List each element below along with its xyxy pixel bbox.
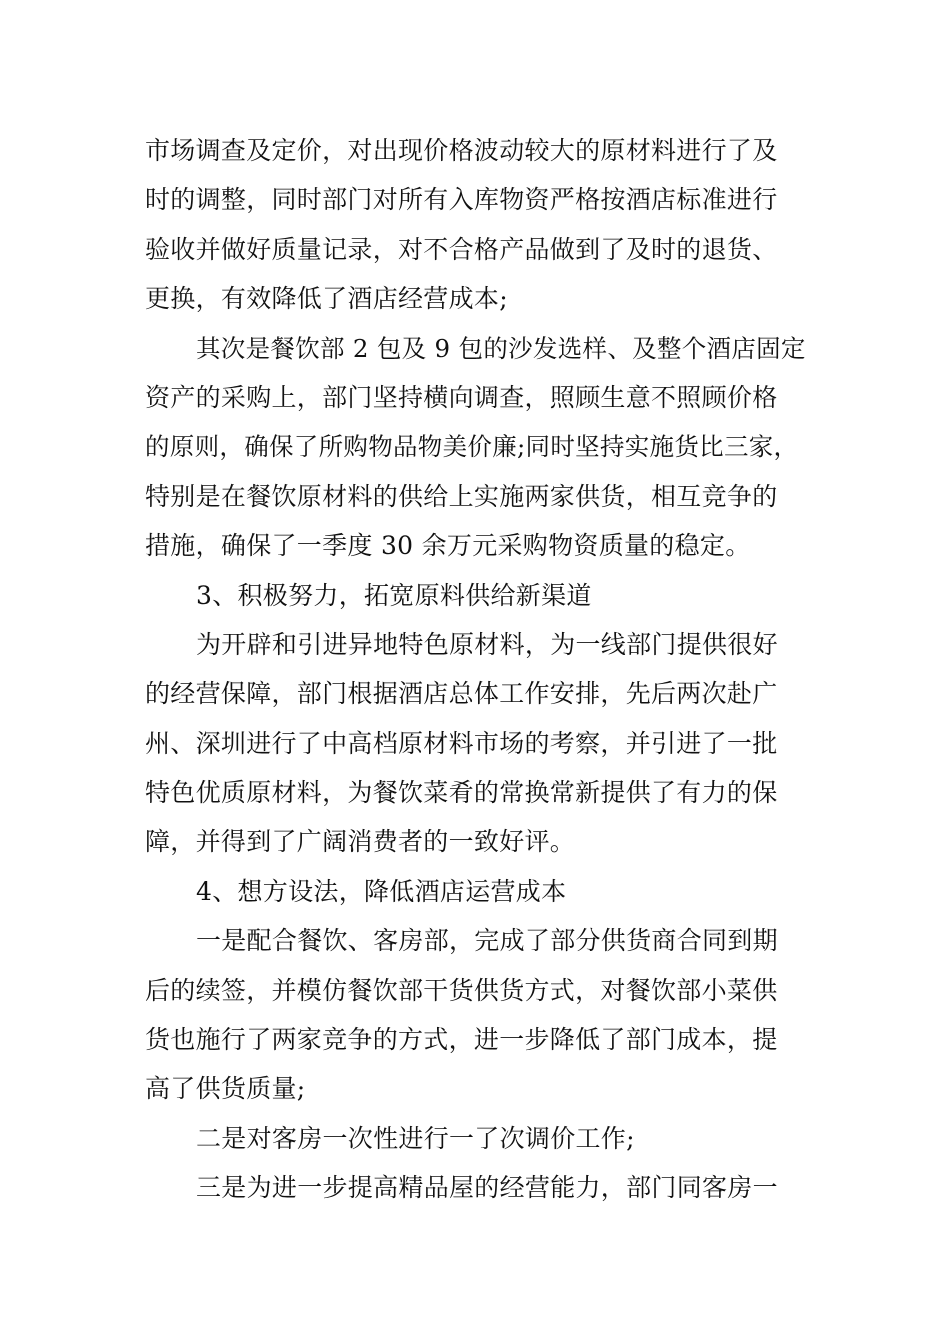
text-line: 特别是在餐饮原材料的供给上实施两家供货，相互竞争的 [145,481,778,511]
text-line: 货也施行了两家竞争的方式，进一步降低了部门成本，提 [145,1025,778,1055]
text-line: 措施，确保了一季度 30 余万元采购物资质量的稳定。 [145,531,751,561]
text-line: 一是配合餐饮、客房部，完成了部分供货商合同到期 [196,926,778,956]
text-line: 特色优质原材料，为餐饮菜肴的常换常新提供了有力的保 [145,778,778,808]
text-line: 4、想方设法，降低酒店运营成本 [196,876,567,906]
text-line: 高了供货质量; [145,1074,306,1104]
text-line: 的原则，确保了所购物品物美价廉;同时坚持实施货比三家， [145,432,799,462]
text-line: 其次是餐饮部 2 包及 9 包的沙发选样、及整个酒店固定 [196,333,806,363]
text-line: 3、积极努力，拓宽原料供给新渠道 [196,580,592,610]
text-line: 后的续签，并模仿餐饮部干货供货方式，对餐饮部小菜供 [145,975,778,1005]
text-line: 更换，有效降低了酒店经营成本; [145,284,508,314]
document-body [145,126,810,1213]
text-line: 三是为进一步提高精品屋的经营能力，部门同客房一 [196,1173,778,1203]
text-line: 资产的采购上，部门坚持横向调查，照顾生意不照顾价格 [145,382,778,412]
text-line: 二是对客房一次性进行一了次调价工作; [196,1123,635,1153]
text-line: 时的调整，同时部门对所有入库物资严格按酒店标准进行 [145,185,778,215]
text-line: 市场调查及定价，对出现价格波动较大的原材料进行了及 [145,136,778,165]
text-line: 为开辟和引进异地特色原材料，为一线部门提供很好 [196,629,778,659]
text-line: 验收并做好质量记录，对不合格产品做到了及时的退货、 [145,234,778,264]
text-line: 州、深圳进行了中高档原材料市场的考察，并引进了一批 [145,728,778,758]
text-line: 障，并得到了广阔消费者的一致好评。 [145,827,576,857]
text-line: 的经营保障，部门根据酒店总体工作安排，先后两次赴广 [145,679,778,709]
